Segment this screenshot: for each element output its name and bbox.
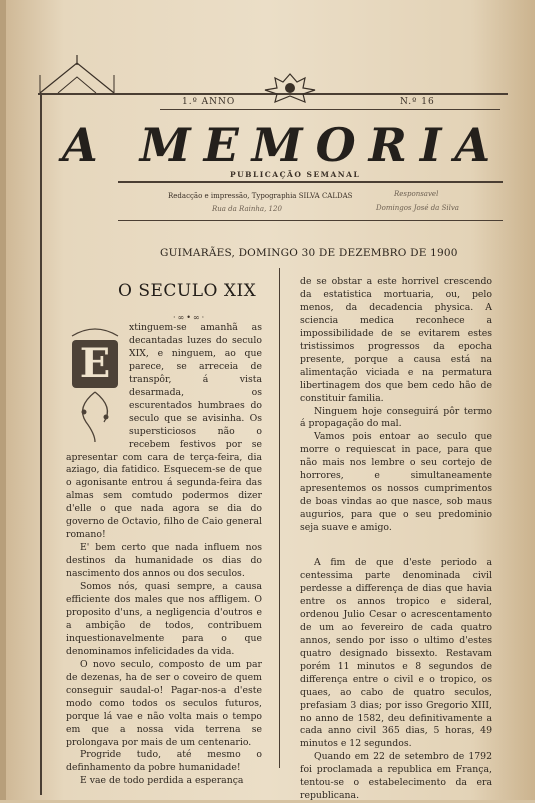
article-heading: O SECULO XIX	[118, 281, 257, 301]
masthead-rule-upper	[118, 181, 503, 183]
paragraph: A fim de que d'este periodo a centessima parte denominada civil perdesse a differença de dias que havia entre os annos tropico e sideral, ordenou Julio Cesar o acrescentamento de um ao fevereiro de cada quatro annos, sendo por isso o ultimo d'estes quatro designado bissexto. Restavam porém 11 minutos e 8 segundos de differença entre o civil e o tropico, os quaes, ao cabo de quatro seculos, prefasiam 3 dias; por isso Gregorio XIII, no anno de 1582, deu definitivamente a cada anno civil 365 dias, 5 horas, 49 minutos e 12 segundos.	[300, 557, 492, 750]
left-pediment-ornament	[30, 55, 125, 95]
heading-ornament: ·∞•∞·	[173, 313, 207, 322]
paragraph: de se obstar a este horrivel crescendo da estatistica mortuaria, ou, pelo menos, da decadencia physica. A sciencia medica reconhece a impossibilidade de se evitarem estes tristissimos progressos da epocha presente, porque a causa está na alimentação viciada e na permatura libertinagem dos que bem cedo hão de constituir familia.	[300, 276, 492, 404]
left-border-rule	[40, 95, 42, 795]
issue-band-rule	[160, 109, 500, 110]
issue-year: 1.º ANNO	[182, 97, 236, 107]
paragraph: Somos nós, quasi sempre, a causa efficiente dos males que nos affligem. O proposito d'uns, a negligencia d'outros e a ambição de todos, contribuem inquestionavelmente para o que denominamos infelicidades da vida.	[66, 581, 262, 657]
paragraph: Progride tudo, até mesmo o definhamento da pobre humanidade!	[66, 749, 262, 774]
responsible-label: Responsavel	[394, 190, 439, 198]
crest-ornament	[255, 72, 325, 104]
paragraph: E vae de todo perdida a esperança	[80, 775, 244, 787]
dropcap-letter: E	[72, 340, 118, 388]
page-binding-edge	[0, 0, 6, 800]
paragraph: Quando em 22 de setembro de 1792 foi proclamada a republica em França, tentou-se o estabelecimento da era republicana.	[300, 751, 492, 802]
paragraph: xtinguem-se amanhã as decantadas luzes do seculo XIX, e ninguem, ao que parece, se arreceia de transpôr, á vista desarmada, os escurentados humbraes do seculo que se avisinha. Os supersticiosos não o recebem festivos por se apresentar com cara de terça-feira, dia aziago, dia fatidico. Esquecem-se de que o agonisante entrou á segunda-feira das almas sem comtudo podermos dizer d'elle o que nada agora se dia do governo de Octavio, filho de Caio general romano!	[66, 322, 262, 541]
paragraph: Vamos pois entoar ao seculo que morre o requiescat in pace, para que não mais nos lembre o seu cortejo de horrores, e simultaneamente apresentemos os nossos cumprimentos de boas vindas ao que nasce, sob maus augurios, para que o seu predominio seja suave e amigo.	[300, 431, 492, 534]
printer-address: Rua da Rainha, 120	[212, 205, 282, 213]
responsible-name: Domingos José da Silva	[376, 204, 459, 212]
paragraph: O novo seculo, composto de um par de dezenas, ha de ser o coveiro de quem conseguir saudal-o! Pagar-nos-a d'este modo como todos os seculos futuros, porque lá vae e não volta mais o tempo em que a nossa vida terrena se prolongava por mais de um centenario.	[66, 658, 262, 748]
paragraph: Ninguem hoje conseguirá pôr termo á propagação do mal.	[300, 405, 492, 430]
article-left-column	[66, 322, 262, 787]
issue-number: N.º 16	[400, 97, 435, 107]
article-right-column	[300, 276, 492, 802]
dateline: GUIMARÃES, DOMINGO 30 DE DEZEMBRO DE 1900	[160, 247, 458, 259]
newspaper-title: A MEMORIA	[62, 118, 504, 172]
newspaper-subtitle: PUBLICAÇÃO SEMANAL	[230, 170, 361, 179]
printer-info: Redacção e impressão, Typographia SILVA CALDAS	[168, 192, 353, 200]
masthead-rule-lower	[118, 220, 503, 221]
section-break	[300, 535, 492, 557]
dropcap-ornament	[66, 322, 124, 442]
column-divider	[279, 268, 280, 768]
paragraph: E' bem certo que nada influem nos destinos da humanidade os dias do nascimento dos annos ou dos seculos.	[66, 542, 262, 580]
